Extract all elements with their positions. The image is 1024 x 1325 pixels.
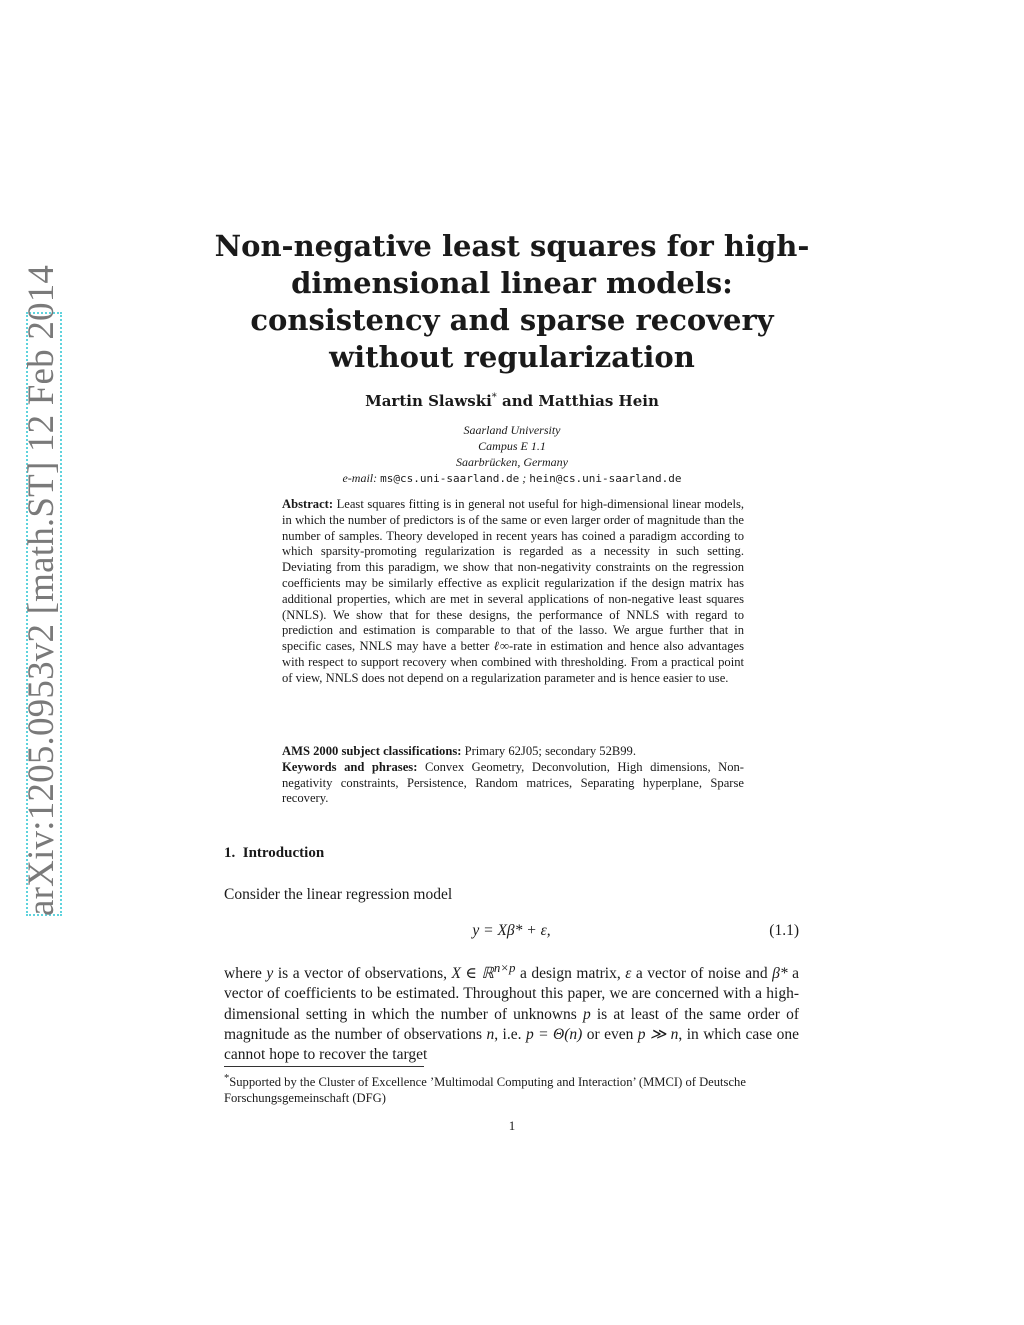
abstract-text: Least squares fitting is in general not useful for high-dimensional linear models, in which the number of predictors is of the same or even larger order of magnitude than the number of samples. Theory developed in recent years has coined a paradigm according to which sparsity-promoting regularization is regarded as a necessity in such setting. Deviating from this paradigm, we show that non-negativity constraints on the regression coefficients may be similarly effective as explicit regularization if the design matrix has additional properties, which are met in several applications of non-negative least squares (NNLS). We show that for these designs, the performance of NNLS with regard to prediction and estimation is comparable to that of the lasso. We argue further that in specific cases, NNLS may have a better — [282, 497, 744, 654]
email-line — [200, 470, 824, 487]
arxiv-identifier: arXiv:1205.0953v2 [math.ST] 12 Feb 2014 — [21, 264, 62, 916]
affiliation-line: Saarbrücken, Germany — [456, 455, 568, 469]
math-symbol: p ≫ n — [637, 1025, 679, 1043]
text-run: where — [224, 965, 262, 983]
keywords-text: Convex Geometry, Deconvolution, High dimensions, Non-negativity constraints, Persistence, Random matrices, Separating hyperplane, Sparse recovery. — [282, 759, 744, 806]
email-separator: ; — [522, 471, 527, 485]
keywords — [282, 760, 744, 807]
email-link[interactable]: hein@cs.uni-saarland.de — [529, 472, 682, 485]
footnote-rule — [224, 1066, 424, 1067]
abstract — [282, 497, 744, 687]
math-symbol: β* — [772, 965, 788, 983]
paper-title: Non-negative least squares for high-dimensional linear models: consistency and sparse recovery without regularization — [214, 229, 810, 374]
text-run: a vector of coefficients to be estimated. Throughout this paper, we are concerned with a high-dimensional setting in which the number of unknowns — [224, 965, 800, 1023]
author-connector: and — [502, 392, 534, 410]
intro-sentence: Consider the linear regression model — [224, 886, 453, 903]
affiliation-line: Saarland University — [463, 423, 561, 437]
equation-expression: y = Xβ* + ε, — [472, 922, 551, 939]
math-symbol: ε — [625, 965, 632, 983]
footnote-text: Supported by the Cluster of Excellence ’Multimodal Computing and Interaction’ (MMCI) of Deutsche Forschungsgemeinschaft (DFG) — [224, 1075, 746, 1105]
affiliation — [200, 422, 824, 487]
section-number: 1. — [224, 845, 236, 861]
text-run: a design matrix, — [519, 965, 621, 983]
math-symbol: n×p — [493, 960, 516, 975]
equation-number: (1.1) — [769, 922, 799, 939]
classifications — [282, 744, 744, 807]
ams-line — [282, 744, 744, 760]
math-symbol: p — [582, 1005, 591, 1023]
math-symbol: y — [266, 965, 274, 983]
footnote-mark: * — [491, 392, 497, 403]
text-run: a vector of noise and — [635, 965, 768, 983]
footnote — [224, 1071, 799, 1106]
body-paragraph — [224, 958, 799, 1065]
page-number: 1 — [508, 1118, 516, 1133]
affiliation-line: Campus E 1.1 — [478, 439, 546, 453]
text-run: is at least of the same order of magnitude as the number of observations — [224, 1005, 800, 1043]
abstract-text: -rate in estimation and hence also advantages with respect to support recovery when combined with thresholding. From a practical point of view, NNLS does not depend on a regularization parameter and is hence easier to use. — [282, 639, 744, 685]
math-symbol: ℓ∞ — [493, 639, 510, 654]
abstract-label: Abstract: — [282, 497, 334, 511]
math-symbol: n — [486, 1025, 495, 1043]
ams-label: AMS 2000 subject classifications: — [282, 744, 462, 758]
section-heading — [224, 845, 324, 862]
text-run: is a vector of observations, — [277, 965, 448, 983]
author-name: Matthias Hein — [538, 392, 659, 410]
email-link[interactable]: ms@cs.uni-saarland.de — [380, 472, 520, 485]
email-label: e-mail: — [342, 471, 378, 485]
section-title: Introduction — [242, 845, 325, 861]
math-symbol: p = Θ(n) — [525, 1025, 583, 1043]
text-run: or even — [586, 1025, 634, 1043]
author-line — [200, 392, 824, 410]
text-run: , in which case one cannot hope to recover the target — [224, 1025, 799, 1063]
math-symbol: X ∈ ℝ — [451, 965, 494, 983]
keywords-label: Keywords and phrases: — [282, 759, 418, 774]
ams-text: Primary 62J05; secondary 52B99. — [464, 744, 637, 758]
footnote-mark: * — [224, 1073, 230, 1084]
text-run: , i.e. — [494, 1025, 522, 1043]
author-name: Martin Slawski — [365, 392, 492, 410]
